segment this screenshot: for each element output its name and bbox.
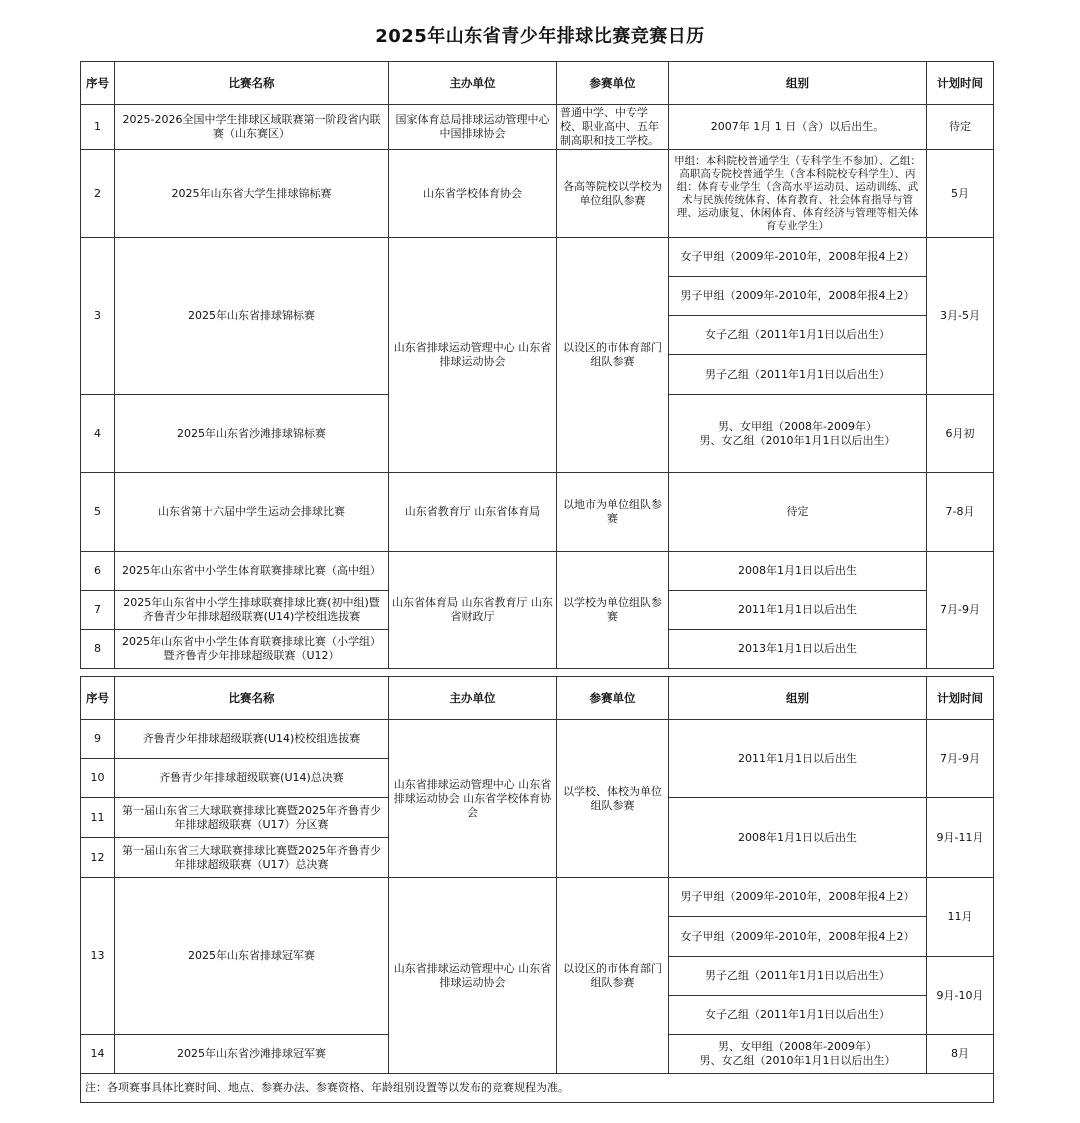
group-cell: 待定	[669, 473, 927, 552]
participant-unit: 以学校、体校为单位组队参赛	[557, 720, 669, 878]
header-no: 序号	[81, 677, 115, 720]
row-no: 11	[81, 798, 115, 838]
row-no: 14	[81, 1035, 115, 1074]
time-cell: 7月-9月	[927, 552, 994, 669]
header-time: 计划时间	[927, 62, 994, 105]
group-cell: 2011年1月1日以后出生	[669, 720, 927, 798]
participant-unit: 各高等院校以学校为单位组队参赛	[557, 150, 669, 238]
event-name: 2025年山东省中小学生体育联赛排球比赛（小学组）暨齐鲁青少年排球超级联赛（U12）	[115, 630, 389, 669]
group-cell: 2013年1月1日以后出生	[669, 630, 927, 669]
group-cell: 2011年1月1日以后出生	[669, 591, 927, 630]
participant-unit: 以设区的市体育部门组队参赛	[557, 878, 669, 1074]
group-cell: 男子甲组（2009年-2010年，2008年报4上2）	[669, 878, 927, 917]
event-name: 2025年山东省沙滩排球冠军赛	[115, 1035, 389, 1074]
time-cell: 待定	[927, 105, 994, 150]
host-unit: 山东省排球运动管理中心 山东省排球运动协会	[389, 878, 557, 1074]
participant-unit: 以学校为单位组队参赛	[557, 552, 669, 669]
group-cell: 男子甲组（2009年-2010年，2008年报4上2）	[669, 277, 927, 316]
table-row	[81, 878, 994, 917]
event-name: 齐鲁青少年排球超级联赛(U14)校校组选拔赛	[115, 720, 389, 759]
header-no: 序号	[81, 62, 115, 105]
host-unit: 山东省学校体育协会	[389, 150, 557, 238]
row-no: 9	[81, 720, 115, 759]
row-no: 10	[81, 759, 115, 798]
group-line: 男、女乙组（2010年1月1日以后出生）	[699, 1054, 896, 1067]
table-header-row	[81, 677, 994, 720]
time-cell: 8月	[927, 1035, 994, 1074]
table-row	[81, 105, 994, 150]
header-participants: 参赛单位	[557, 62, 669, 105]
group-cell: 男子乙组（2011年1月1日以后出生）	[669, 355, 927, 395]
participant-unit: 以设区的市体育部门组队参赛	[557, 238, 669, 473]
time-cell: 7月-9月	[927, 720, 994, 798]
group-cell: 男子乙组（2011年1月1日以后出生）	[669, 957, 927, 996]
group-cell	[669, 1035, 927, 1074]
header-host: 主办单位	[389, 677, 557, 720]
calendar-table-part2	[80, 676, 994, 1103]
group-cell: 女子甲组（2009年-2010年，2008年报4上2）	[669, 917, 927, 957]
time-cell: 6月初	[927, 395, 994, 473]
row-no: 3	[81, 238, 115, 395]
header-name: 比赛名称	[115, 62, 389, 105]
table-header-row	[81, 62, 994, 105]
row-no: 2	[81, 150, 115, 238]
group-cell: 女子甲组（2009年-2010年，2008年报4上2）	[669, 238, 927, 277]
calendar-table-part1	[80, 61, 994, 669]
group-cell: 甲组：本科院校普通学生（专科学生不参加）、乙组：高职高专院校普通学生（含本科院校专科学生）、丙组：体育专业学生（含高水平运动员、运动训练、武术与民族传统体育、体育教育、社会体育指导与管理、运动康复、休闲体育、体育经济与管理等相关体育专业学生）	[669, 150, 927, 238]
time-cell: 3月-5月	[927, 238, 994, 395]
table-row	[81, 720, 994, 759]
table-row	[81, 552, 994, 591]
group-cell: 2007年 1月 1 日（含）以后出生。	[669, 105, 927, 150]
event-name: 齐鲁青少年排球超级联赛(U14)总决赛	[115, 759, 389, 798]
event-name: 2025年山东省中小学生体育联赛排球比赛（高中组）	[115, 552, 389, 591]
note-text: 注：各项赛事具体比赛时间、地点、参赛办法、参赛资格、年龄组别设置等以发布的竞赛规程为准。	[81, 1074, 994, 1103]
time-cell: 11月	[927, 878, 994, 957]
event-name: 2025年山东省沙滩排球锦标赛	[115, 395, 389, 473]
host-unit: 山东省排球运动管理中心 山东省排球运动协会	[389, 238, 557, 473]
participant-unit: 普通中学、中专学校、职业高中、五年制高职和技工学校。	[557, 105, 669, 150]
header-group: 组别	[669, 677, 927, 720]
time-cell: 9月-11月	[927, 798, 994, 878]
group-line: 男、女乙组（2010年1月1日以后出生）	[699, 433, 896, 447]
header-group: 组别	[669, 62, 927, 105]
table-row	[81, 150, 994, 238]
participant-unit: 以地市为单位组队参赛	[557, 473, 669, 552]
event-name: 第一届山东省三大球联赛排球比赛暨2025年齐鲁青少年排球超级联赛（U17）分区赛	[115, 798, 389, 838]
group-line: 男、女甲组（2008年-2009年）	[718, 419, 877, 433]
table-row	[81, 473, 994, 552]
event-name: 第一届山东省三大球联赛排球比赛暨2025年齐鲁青少年排球超级联赛（U17）总决赛	[115, 838, 389, 878]
group-cell: 2008年1月1日以后出生	[669, 798, 927, 878]
header-time: 计划时间	[927, 677, 994, 720]
host-unit: 国家体育总局排球运动管理中心 中国排球协会	[389, 105, 557, 150]
row-no: 8	[81, 630, 115, 669]
row-no: 5	[81, 473, 115, 552]
table-row	[81, 238, 994, 277]
host-unit: 山东省体育局 山东省教育厅 山东省财政厅	[389, 552, 557, 669]
event-name: 2025年山东省排球冠军赛	[115, 878, 389, 1035]
row-no: 7	[81, 591, 115, 630]
time-cell: 7-8月	[927, 473, 994, 552]
group-cell: 2008年1月1日以后出生	[669, 552, 927, 591]
event-name: 2025年山东省中小学生排球联赛排球比赛(初中组)暨齐鲁青少年排球超级联赛(U14)学校组选拔赛	[115, 591, 389, 630]
time-cell: 9月-10月	[927, 957, 994, 1035]
host-unit: 山东省教育厅 山东省体育局	[389, 473, 557, 552]
page-title: 2025年山东省青少年排球比赛竞赛日历	[375, 26, 705, 47]
row-no: 6	[81, 552, 115, 591]
group-cell: 女子乙组（2011年1月1日以后出生）	[669, 316, 927, 355]
row-no: 12	[81, 838, 115, 878]
group-line: 男、女甲组（2008年-2009年）	[718, 1040, 877, 1053]
note-row	[81, 1074, 994, 1103]
group-cell: 女子乙组（2011年1月1日以后出生）	[669, 996, 927, 1035]
row-no: 4	[81, 395, 115, 473]
event-name: 2025-2026全国中学生排球区域联赛第一阶段省内联赛（山东赛区）	[115, 105, 389, 150]
host-unit: 山东省排球运动管理中心 山东省排球运动协会 山东省学校体育协会	[389, 720, 557, 878]
header-participants: 参赛单位	[557, 677, 669, 720]
row-no: 13	[81, 878, 115, 1035]
event-name: 山东省第十六届中学生运动会排球比赛	[115, 473, 389, 552]
event-name: 2025年山东省大学生排球锦标赛	[115, 150, 389, 238]
header-name: 比赛名称	[115, 677, 389, 720]
row-no: 1	[81, 105, 115, 150]
time-cell: 5月	[927, 150, 994, 238]
header-host: 主办单位	[389, 62, 557, 105]
group-cell	[669, 395, 927, 473]
event-name: 2025年山东省排球锦标赛	[115, 238, 389, 395]
